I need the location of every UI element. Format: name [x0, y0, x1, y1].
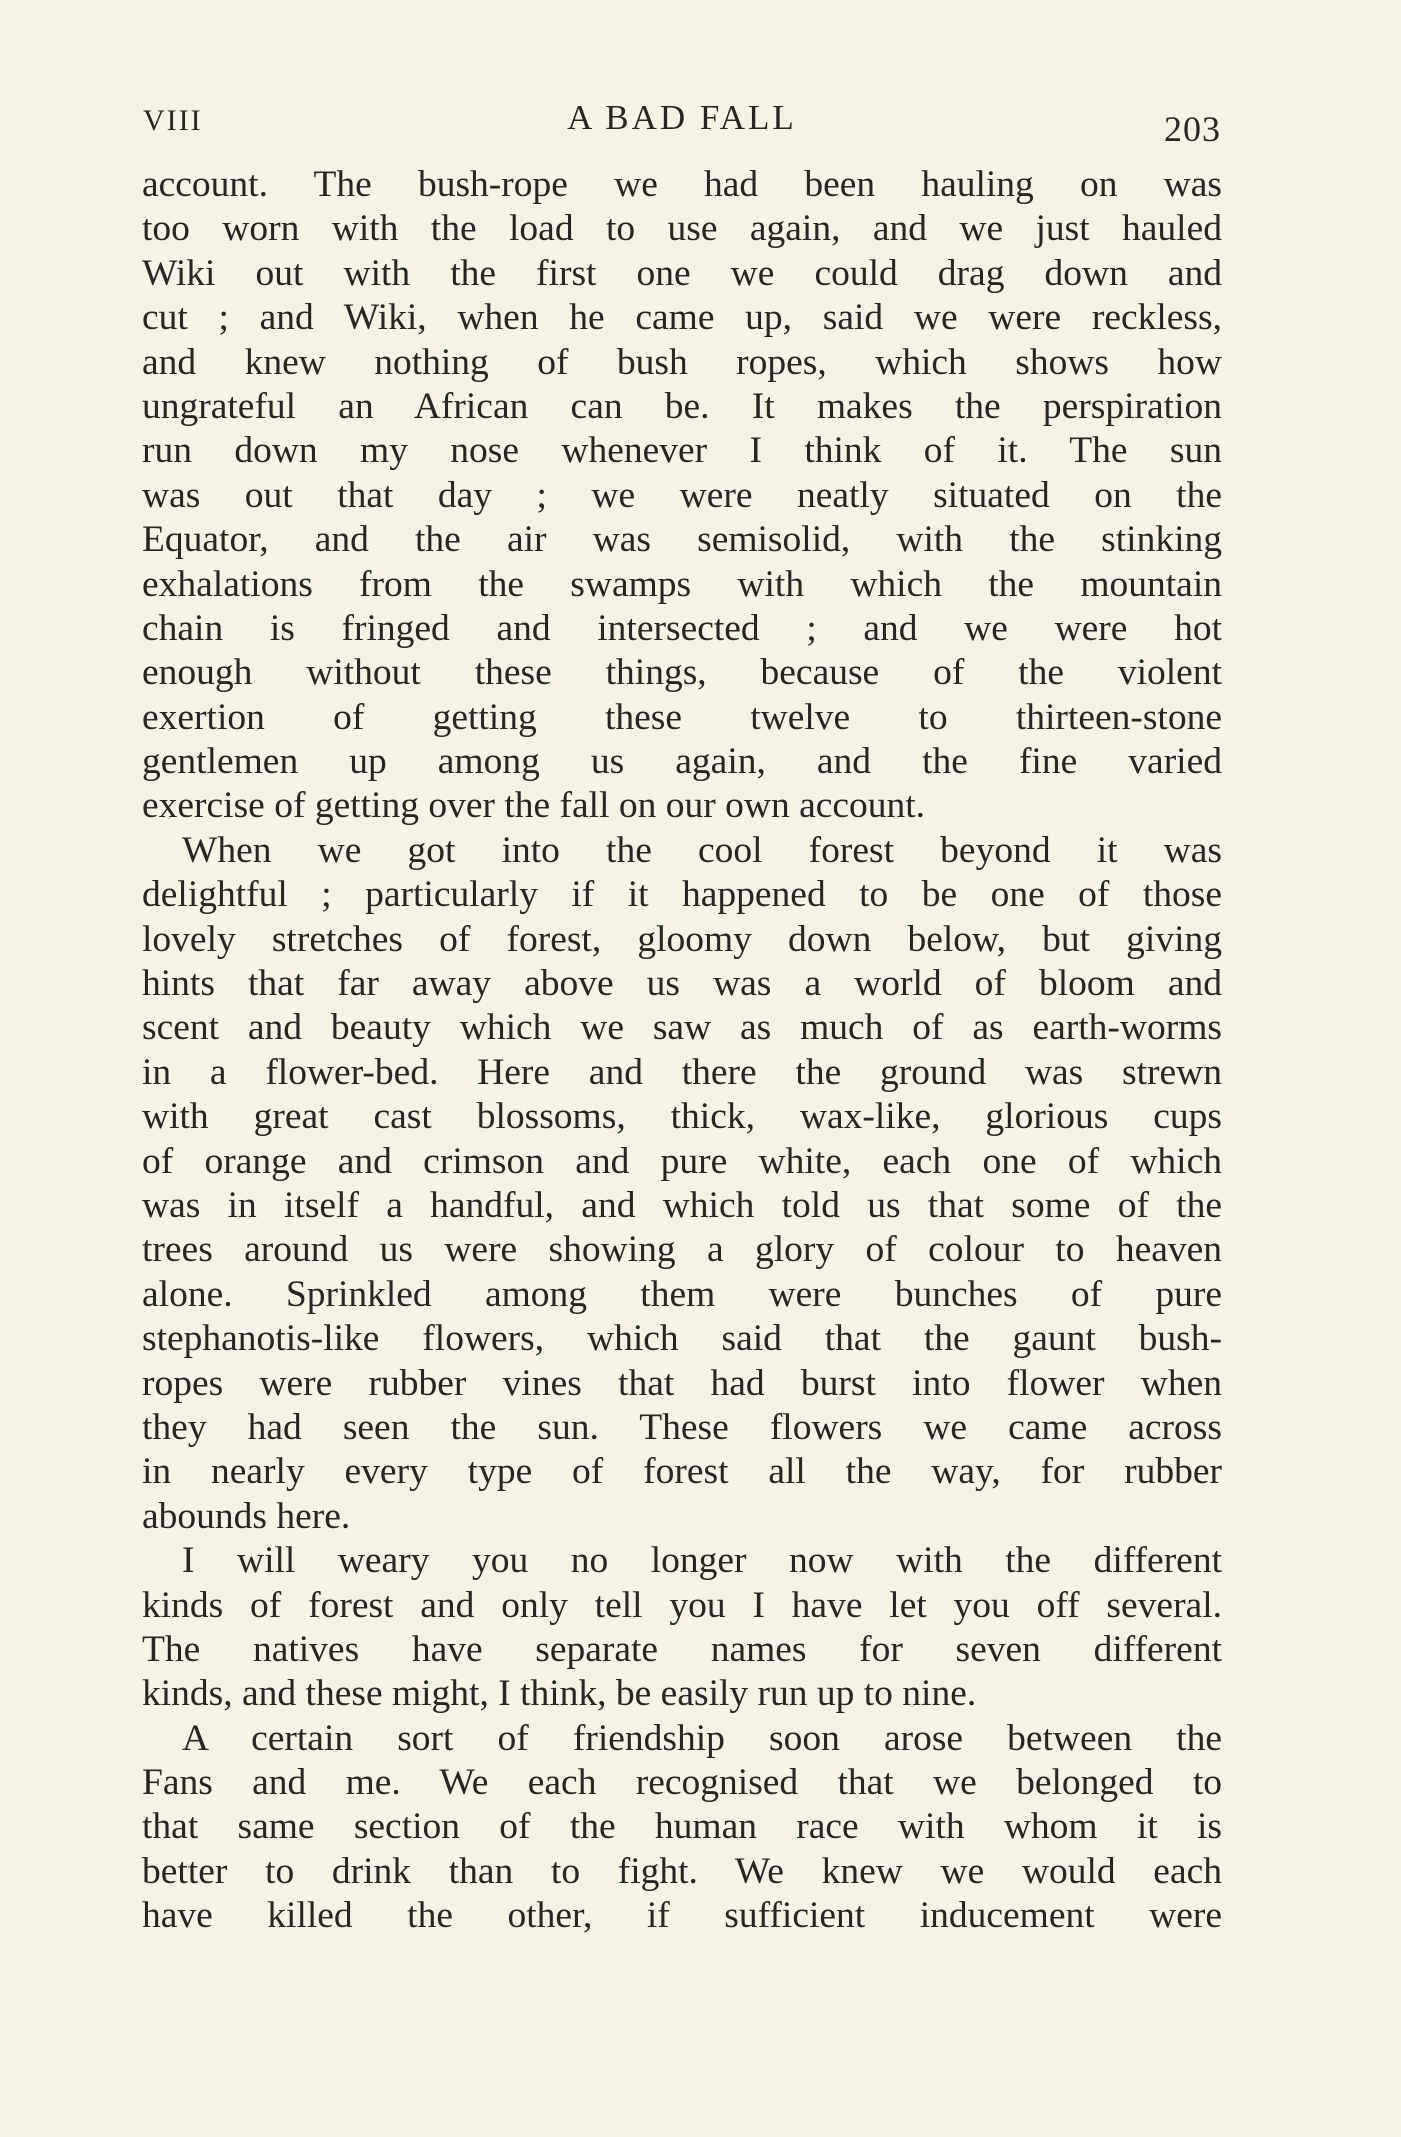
page-number: 203 — [1164, 109, 1221, 149]
text-line: I will weary you no longer now with the different — [182, 1540, 1222, 1582]
text-line: and knew nothing of bush ropes, which shows how — [142, 341, 1222, 383]
text-line: alone. Sprinkled among them were bunches of pure — [142, 1273, 1222, 1315]
paragraph — [142, 1717, 1222, 1939]
text-line: of orange and crimson and pure white, each one of which — [142, 1140, 1222, 1182]
text-line: cut ; and Wiki, when he came up, said we were reckless, — [142, 297, 1222, 339]
text-line: ropes were rubber vines that had burst into flower when — [142, 1362, 1222, 1404]
text-line: Fans and me. We each recognised that we belonged to — [142, 1762, 1222, 1804]
text-line: that same section of the human race with whom it is — [142, 1806, 1222, 1848]
text-line: The natives have separate names for seven different — [142, 1628, 1222, 1670]
text-line: account. The bush-rope we had been hauling on was — [142, 164, 1222, 205]
text-line: When we got into the cool forest beyond it was — [182, 829, 1222, 871]
paragraph — [142, 1539, 1222, 1717]
text-line: was in itself a handful, and which told us that some of the — [142, 1184, 1222, 1226]
text-line: exertion of getting these twelve to thirteen-stone — [142, 696, 1222, 738]
running-head — [143, 96, 1221, 149]
body-text — [142, 163, 1222, 1939]
text-line: A certain sort of friendship soon arose between the — [182, 1717, 1222, 1759]
text-line: trees around us were showing a glory of colour to heaven — [142, 1229, 1222, 1271]
text-line: Wiki out with the first one we could drag down and — [142, 252, 1222, 294]
text-line: have killed the other, if sufficient inducement were — [142, 1895, 1222, 1937]
text-line: chain is fringed and intersected ; and we were hot — [142, 607, 1222, 649]
text-line: enough without these things, because of the violent — [142, 652, 1222, 694]
text-line: ungrateful an African can be. It makes the perspiration — [142, 385, 1222, 427]
text-line: too worn with the load to use again, and we just hauled — [142, 208, 1222, 250]
chapter-number: VIII — [143, 104, 203, 137]
text-line: exhalations from the swamps with which the mountain — [142, 563, 1222, 605]
text-line: with great cast blossoms, thick, wax-like, glorious cups — [142, 1096, 1222, 1138]
paragraph — [142, 829, 1222, 1539]
paragraph — [142, 163, 1222, 829]
text-line: lovely stretches of forest, gloomy down below, but giving — [142, 918, 1222, 960]
text-line: exercise of getting over the fall on our own account. — [142, 785, 926, 827]
text-line: kinds of forest and only tell you I have let you off several. — [142, 1584, 1222, 1626]
text-line: delightful ; particularly if it happened to be one of those — [142, 874, 1222, 916]
text-line: was out that day ; we were neatly situated on the — [142, 474, 1222, 516]
text-line: run down my nose whenever I think of it. The sun — [142, 430, 1222, 472]
text-line: better to drink than to fight. We knew we would each — [142, 1850, 1222, 1892]
text-line: they had seen the sun. These flowers we came across — [142, 1406, 1222, 1448]
text-line: in nearly every type of forest all the way, for rubber — [142, 1451, 1222, 1493]
text-line: abounds here. — [142, 1495, 351, 1537]
text-line: Equator, and the air was semisolid, with the stinking — [142, 519, 1222, 561]
text-line: scent and beauty which we saw as much of as earth-worms — [142, 1007, 1222, 1049]
text-line: kinds, and these might, I think, be easily run up to nine. — [142, 1673, 977, 1715]
running-title: A BAD FALL — [567, 98, 797, 137]
text-line: stephanotis-like flowers, which said that the gaunt bush- — [142, 1318, 1222, 1360]
text-line: in a flower-bed. Here and there the ground was strewn — [142, 1051, 1222, 1093]
text-line: hints that far away above us was a world of bloom and — [142, 963, 1222, 1005]
text-line: gentlemen up among us again, and the fine varied — [142, 741, 1222, 783]
